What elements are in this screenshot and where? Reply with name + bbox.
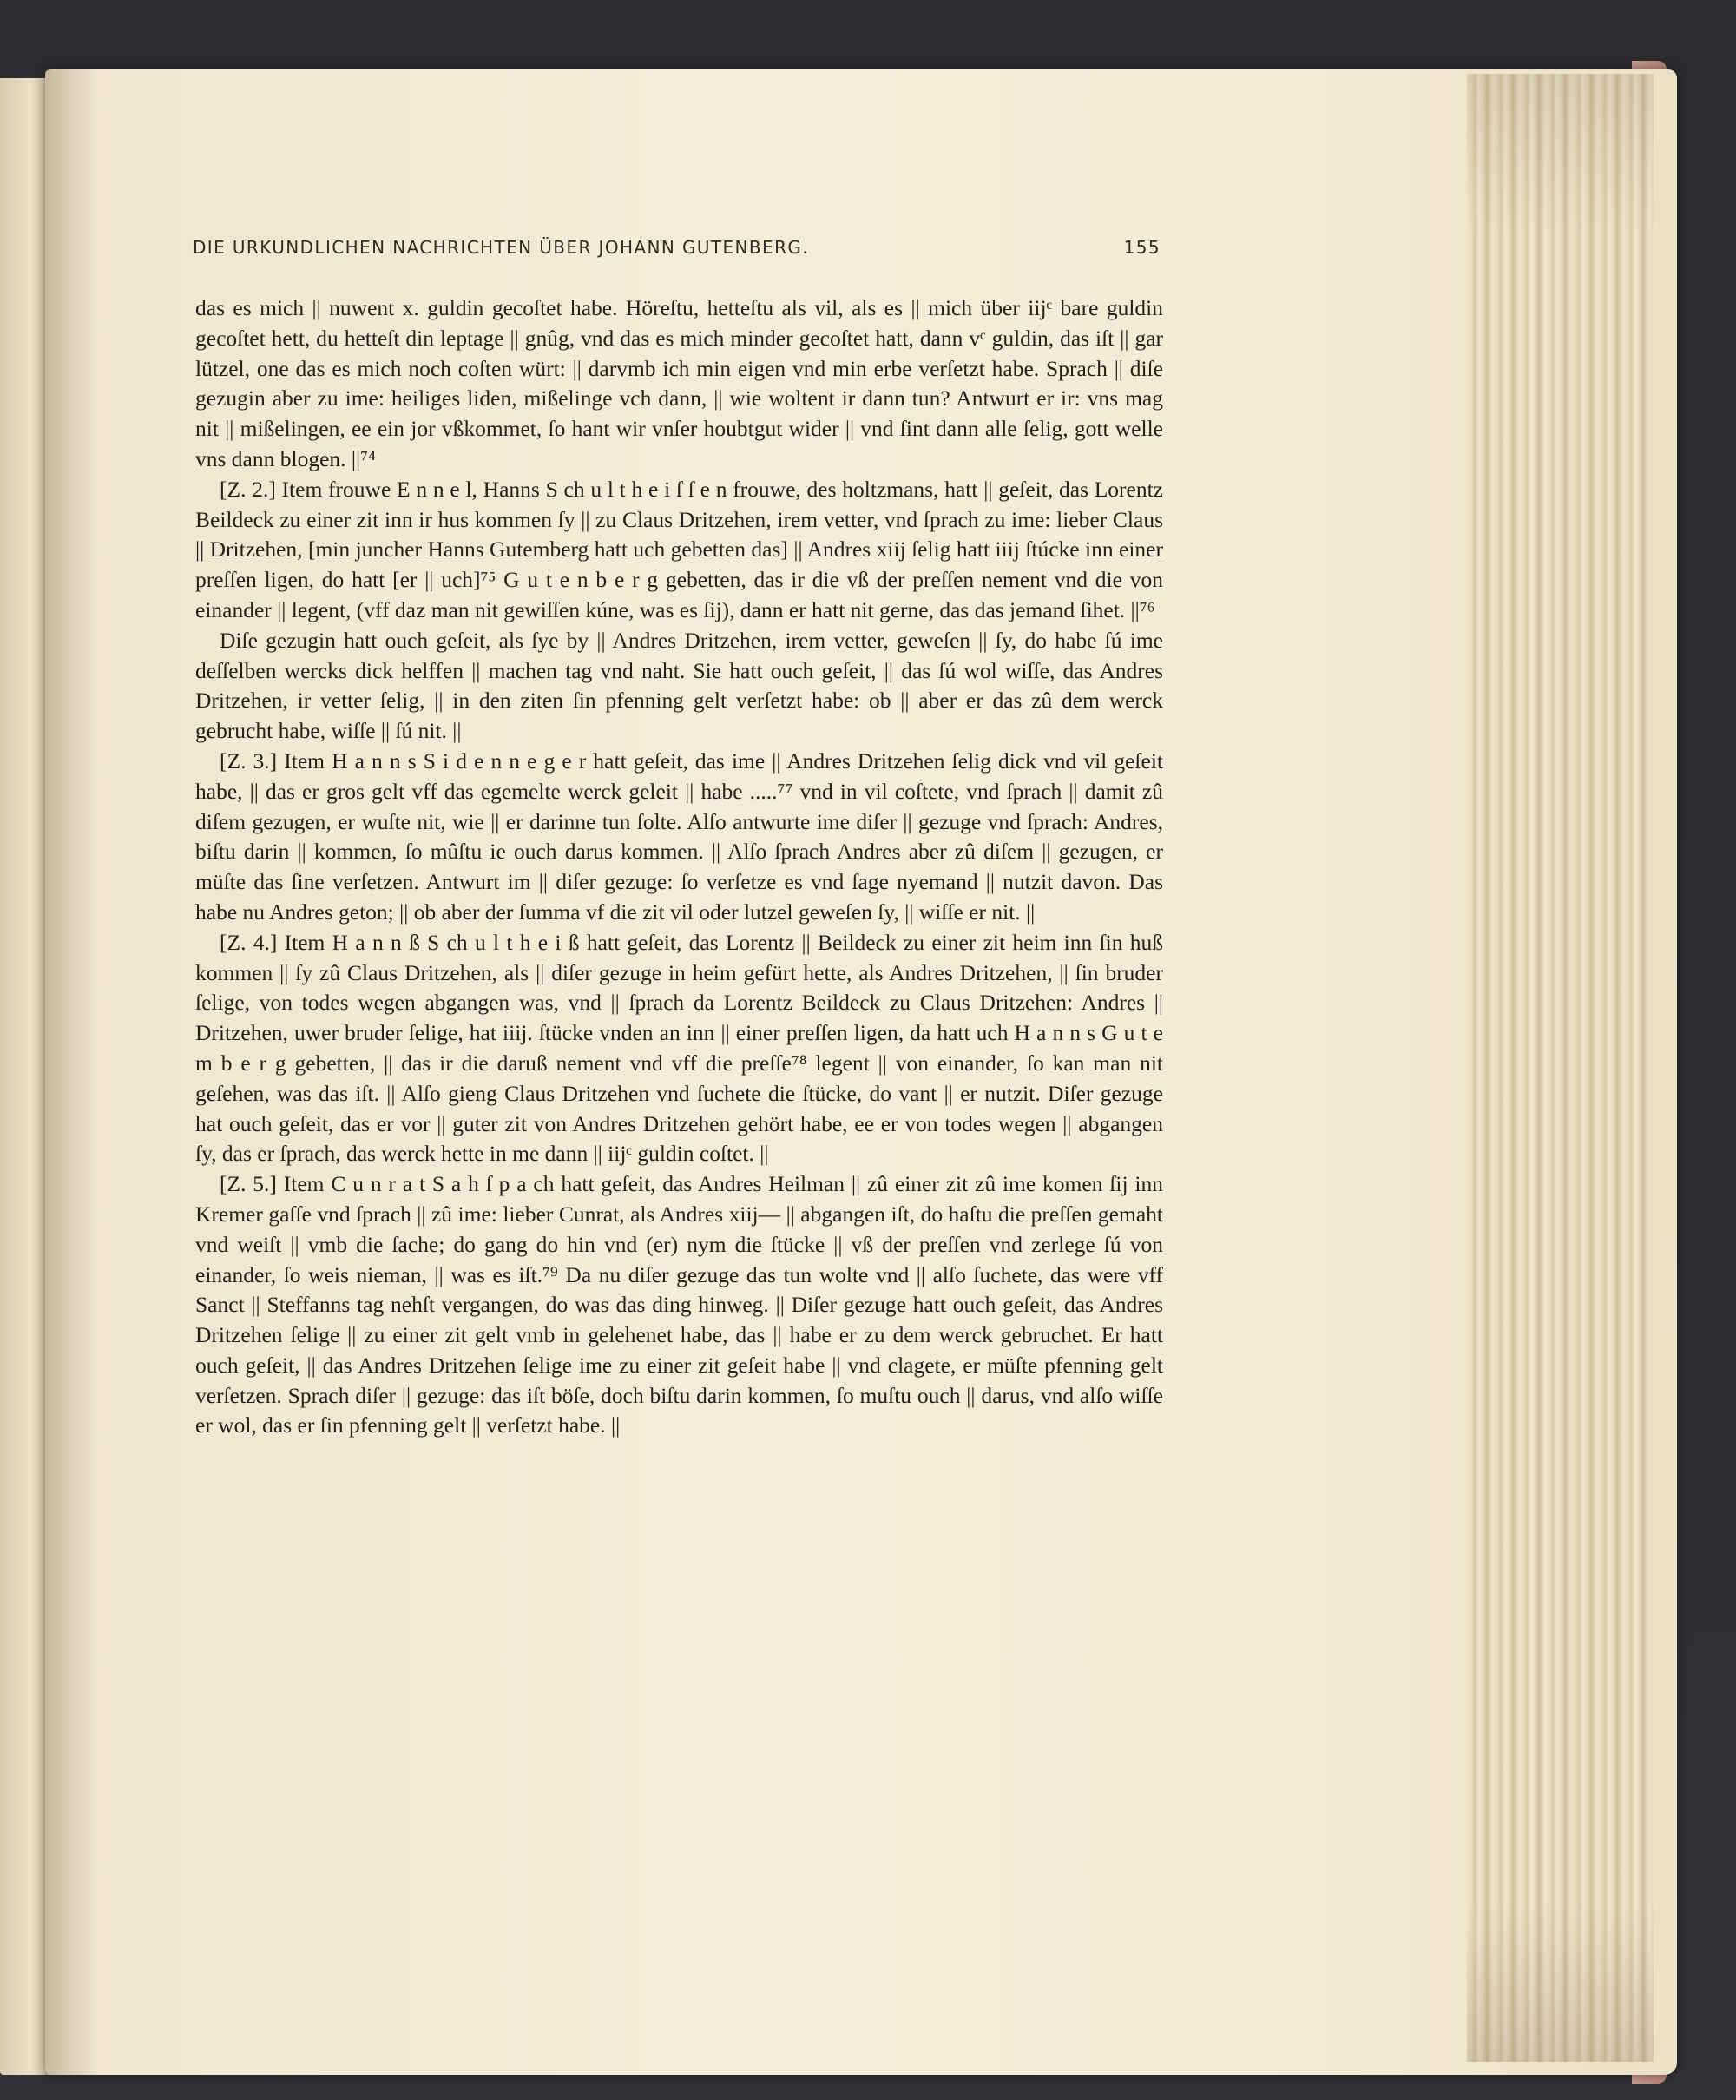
page-gutter-shadow bbox=[45, 69, 97, 2075]
paragraph-z5: [Z. 5.] Item C u n r a t S a h ſ p a ch hatt geſeit, das Andres Heilman || zû einer zit zû ime komen ſij inn Kremer gaſſe vnd ſprach || zû ime: lieber Cunrat, als Andres xiij— || abgangen iſt, do haſtu die preſſen gemaht vnd weiſt || vmb die ſache; do gang do hin vnd (er) nym die ſtücke || vß der preſſen vnd zerlege ſú von einander, ſo weis nieman, || was es iſt.⁷⁹ Da nu diſer gezuge das tun wolte vnd || alſo ſuchete, das were vff Sanct || Steffanns tag nehſt vergangen, do was das ding hinweg. || Diſer gezuge hatt ouch geſeit, das Andres Dritzehen ſelige || zu einer zit gelt vmb in gelehenet habe, das || habe er zu dem werck gebruchet. Er hatt ouch geſeit, || das Andres Dritzehen ſelige ime zu einer zit geſeit habe || vnd clagete, er müſte pfenning gelt verſetzen. Sprach diſer || gezuge: das iſt böſe, doch biſtu darin kommen, ſo muſtu ouch || darus, vnd alſo wiſſe er wol, das er ſin pfenning gelt || verſetzt habe. || bbox=[195, 1171, 1163, 1438]
running-header bbox=[193, 237, 1161, 263]
running-head-title: DIE URKUNDLICHEN NACHRICHTEN ÜBER JOHANN GUTENBERG. bbox=[193, 237, 810, 258]
paragraph-z2: [Z. 2.] Item frouwe E n n e l, Hanns S ch u l t h e i ſ ſ e n frouwe, des holtzmans, hatt || geſeit, das Lorentz Beildeck zu einer zit inn ir hus kommen ſy || zu Claus Dritzehen, irem vetter, vnd ſprach zu ime: lieber Claus || Dritzehen, [min juncher Hanns Gutemberg hatt uch gebetten das] || Andres xiij ſelig hatt iiij ſtúcke inn einer preſſen ligen, do hatt [er || uch]⁷⁵ G u t e n b e r g gebetten, das ir die vß der preſſen nement vnd die von einander || legent, (vff daz man nit gewiſſen kúne, was es ſij), dann er hatt nit gerne, das das jemand ſihet. ||⁷⁶ bbox=[195, 476, 1163, 622]
deckled-page-edges bbox=[1467, 74, 1654, 2062]
body-text bbox=[195, 293, 1163, 1441]
paragraph-testimony: Diſe gezugin hatt ouch geſeit, als ſye by || Andres Dritzehen, irem vetter, geweſen || ſy, do habe ſú ime deſſelben wercks dick helffen || machen tag vnd naht. Sie hatt ouch geſeit, || das ſú wol wiſſe, das Andres Dritzehen, ir vetter ſelig, || in den ziten ſin pfenning gelt verſetzt habe: ob || aber er das zû dem werck gebrucht habe, wiſſe || ſú nit. || bbox=[195, 627, 1163, 744]
paragraph-z4: [Z. 4.] Item H a n n ß S ch u l t h e i ß hatt geſeit, das Lorentz || Beildeck zu einer zit heim inn ſin huß kommen || ſy zû Claus Dritzehen, als || diſer gezuge in heim gefürt hette, als Andres Dritzehen, || ſin bruder ſelige, von todes wegen abgangen was, vnd || ſprach da Lorentz Beildeck zu Claus Dritzehen: Andres || Dritzehen, uwer bruder ſelige, hat iiij. ſtücke vnden an inn || einer preſſen ligen, da hatt uch H a n n s G u t e m b e r g gebetten, || das ir die daruß nement vnd vff die preſſe⁷⁸ legent || von einander, ſo kan man nit geſehen, was das iſt. || Alſo gieng Claus Dritzehen vnd ſuchete die ſtücke, do vant || er nutzit. Diſer gezuge hat ouch geſeit, das er vor || guter zit von Andres Dritzehen gehört habe, ee er von todes wegen || abgangen ſy, das er ſprach, das werck hette in me dann || iijᶜ guldin coſtet. || bbox=[195, 929, 1163, 1167]
paragraph-1: das es mich || nuwent x. guldin gecoſtet habe. Höreſtu, hetteſtu als vil, als es || mich über iijᶜ bare guldin gecoſtet hett, du hetteſt din leptage || gnûg, vnd das es mich minder gecoſtet hatt, dann vᶜ guldin, das iſt || gar lützel, one das es mich noch coſten würt: || darvmb ich min eigen vnd min erbe verſetzt habe. Sprach || diſe gezugin aber zu ime: heiliges liden, mißelinge vch dann, || wie woltent ir dann tun? Antwurt er ir: vns mag nit || mißelingen, ee ein jor vßkommet, ſo hant wir vnſer houbtgut wider || vnd ſint dann alle ſelig, gott welle vns dann blogen. ||⁷⁴ bbox=[195, 295, 1163, 471]
page-number: 155 bbox=[1123, 237, 1161, 258]
paragraph-z3: [Z. 3.] Item H a n n s S i d e n n e g e r hatt geſeit, das ime || Andres Dritzehen ſelig dick vnd vil geſeit habe, || das er gros gelt vff das egemelte werck geleit || habe .....⁷⁷ vnd in vil coſtete, vnd ſprach || damit zû diſem gezugen, er wuſte nit, wie || er darinne tun ſolte. Alſo antwurte ime diſer || gezuge vnd ſprach: Andres, biſtu darin || kommen, ſo mûſtu ie ouch darus kommen. || Alſo ſprach Andres aber zû diſem || gezugen, er müſte das ſine verſetzen. Antwurt im || diſer gezuge: ſo verſetze es vnd ſage nyemand || nutzit davon. Das habe nu Andres geton; || ob aber der ſumma vf die zit vil oder lutzel geweſen ſy, || wiſſe er nit. || bbox=[195, 747, 1163, 925]
